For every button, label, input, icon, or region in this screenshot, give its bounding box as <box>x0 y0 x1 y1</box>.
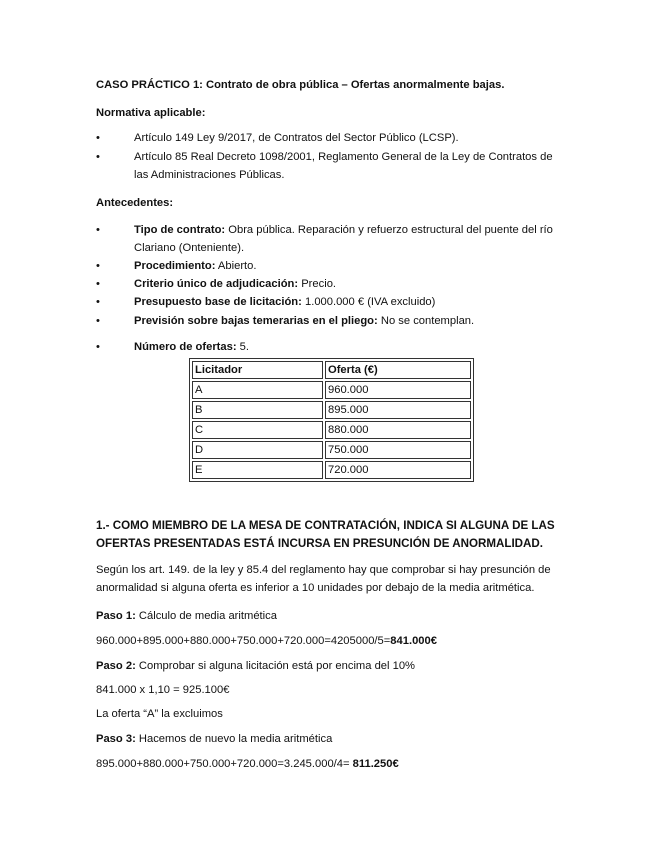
calc-2: 841.000 x 1,10 = 925.100€ <box>96 684 230 697</box>
step-1-text: Cálculo de media aritmética <box>135 610 277 623</box>
step-2-label: Paso 2: <box>96 660 136 673</box>
antecedente-text: Obra pública. Reparación y refuerzo estructural del puente del río Clariano (Onteniente). <box>134 224 553 254</box>
bullet-icon: • <box>96 341 100 353</box>
antecedente-label: Criterio único de adjudicación: <box>134 278 299 290</box>
table-cell-offer: 720.000 <box>325 461 471 479</box>
table-cell-offer: 895.000 <box>325 401 471 419</box>
table-cell-offer: 880.000 <box>325 421 471 439</box>
antecedente-text: Abierto. <box>215 260 257 272</box>
calc-1 <box>96 632 566 650</box>
table-row <box>192 381 471 399</box>
calc-1-result: 841.000€ <box>390 635 437 648</box>
table-row <box>192 401 471 419</box>
normativa-item-text: Artículo 85 Real Decreto 1098/2001, Reglamento General de la Ley de Contratos de las Administraciones Públicas. <box>134 151 553 181</box>
document-title: CASO PRÁCTICO 1: Contrato de obra pública – Ofertas anormalmente bajas. <box>96 79 505 91</box>
bullet-icon: • <box>96 224 100 236</box>
antecedentes-heading: Antecedentes: <box>96 197 174 209</box>
table-row <box>192 441 471 459</box>
table-cell-bidder: E <box>192 461 323 479</box>
antecedente-text: Precio. <box>298 278 337 290</box>
calc-3 <box>96 755 566 773</box>
step-2 <box>96 657 566 675</box>
calc-3-result: 811.250€ <box>352 758 399 771</box>
antecedente-label: Previsión sobre bajas temerarias en el pliego: <box>134 315 378 327</box>
offers-table <box>189 358 474 482</box>
table-header-row <box>192 361 471 379</box>
table-row <box>192 461 471 479</box>
table-cell-bidder: A <box>192 381 323 399</box>
normativa-heading: Normativa aplicable: <box>96 107 206 119</box>
step-3 <box>96 730 566 748</box>
bullet-icon: • <box>96 315 100 327</box>
antecedente-label: Tipo de contrato: <box>134 224 226 236</box>
table-cell-offer: 750.000 <box>325 441 471 459</box>
answer-intro: Según los art. 149. de la ley y 85.4 del reglamento hay que comprobar si hay presunción de anormalidad si alguna oferta es inferior a 10 unidades por debajo de la media aritmética. <box>96 564 551 595</box>
table-cell-bidder: D <box>192 441 323 459</box>
normativa-item-text: Artículo 149 Ley 9/2017, de Contratos del Sector Público (LCSP). <box>134 132 459 144</box>
step-3-label: Paso 3: <box>96 733 136 746</box>
step-3-text: Hacemos de nuevo la media aritmética <box>135 733 333 746</box>
step-1-label: Paso 1: <box>96 610 136 623</box>
antecedente-text: 5. <box>236 341 250 353</box>
table-cell-bidder: C <box>192 421 323 439</box>
bullet-icon: • <box>96 296 100 308</box>
table-cell-bidder: B <box>192 401 323 419</box>
step-2-text: Comprobar si alguna licitación está por encima del 10% <box>135 660 416 673</box>
step-1 <box>96 607 566 625</box>
calc-1-text: 960.000+895.000+880.000+750.000+720.000=4205000/5= <box>96 635 391 648</box>
bullet-icon: • <box>96 260 100 272</box>
exclusion-note: La oferta “A” la excluimos <box>96 708 223 721</box>
table-row <box>192 421 471 439</box>
table-header-cell: Oferta (€) <box>325 361 471 379</box>
table-cell-offer: 960.000 <box>325 381 471 399</box>
antecedente-label: Procedimiento: <box>134 260 216 272</box>
bullet-icon: • <box>96 151 100 163</box>
calc-3-text: 895.000+880.000+750.000+720.000=3.245.000/4= <box>96 758 353 771</box>
question-heading: 1.- COMO MIEMBRO DE LA MESA DE CONTRATACIÓN, INDICA SI ALGUNA DE LAS OFERTAS PRESENTADAS ESTÁ INCURSA EN PRESUNCIÓN DE ANORMALIDAD. <box>96 518 555 550</box>
antecedente-text: No se contemplan. <box>377 315 475 327</box>
antecedente-label: Número de ofertas: <box>134 341 237 353</box>
antecedente-label: Presupuesto base de licitación: <box>134 296 302 308</box>
antecedente-text: 1.000.000 € (IVA excluido) <box>301 296 436 308</box>
bullet-icon: • <box>96 278 100 290</box>
bullet-icon: • <box>96 132 100 144</box>
table-header-cell: Licitador <box>192 361 323 379</box>
